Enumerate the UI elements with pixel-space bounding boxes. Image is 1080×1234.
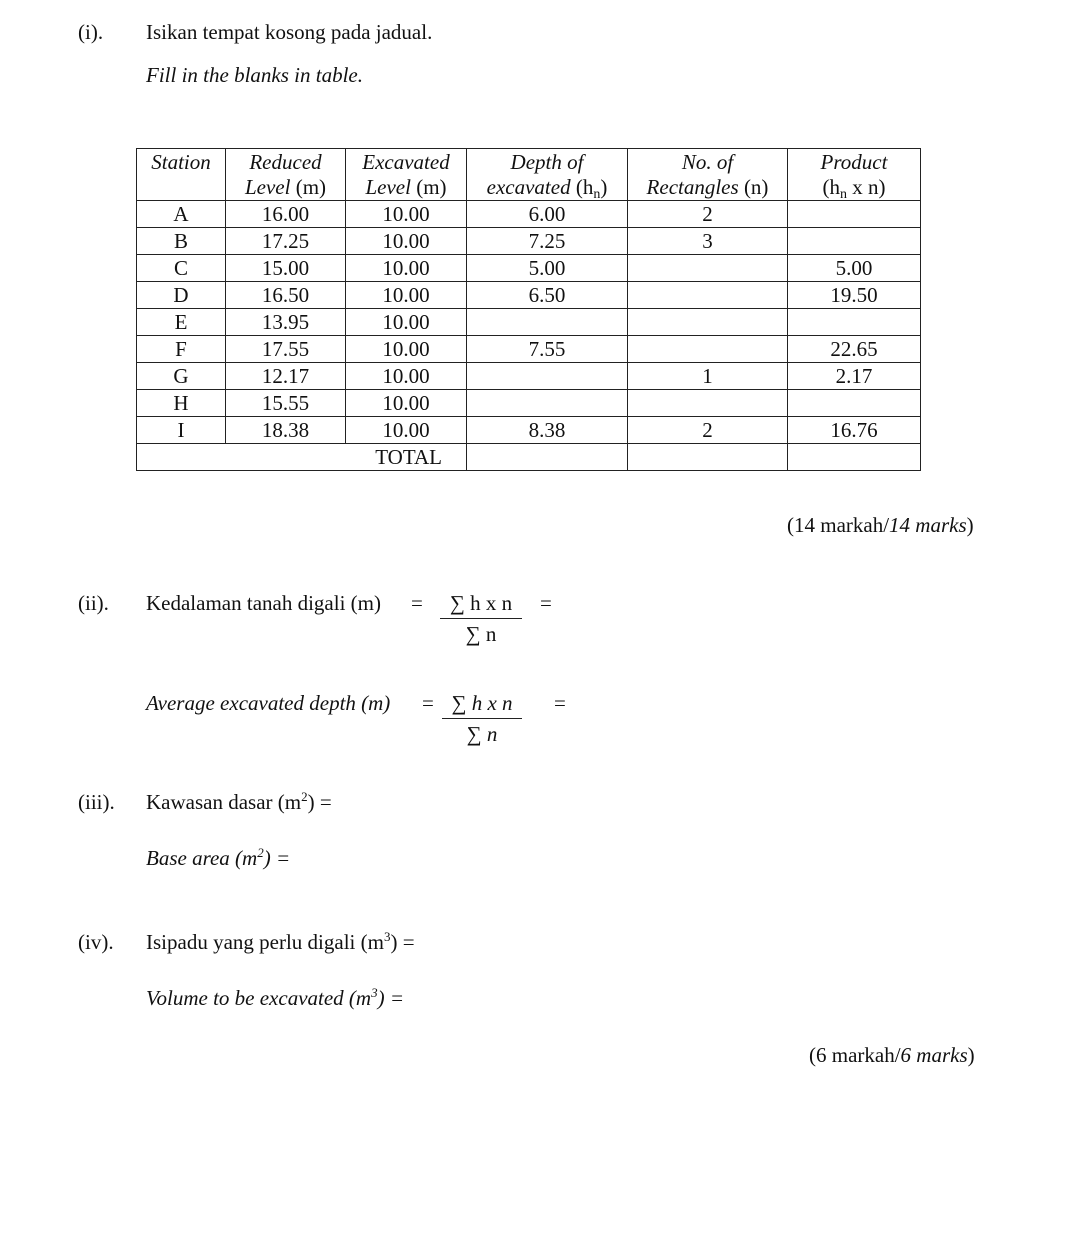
cell-station: A bbox=[137, 201, 226, 228]
cell-depth: 7.25 bbox=[467, 228, 628, 255]
cell-station: H bbox=[137, 390, 226, 417]
table-row bbox=[137, 417, 921, 444]
table-row bbox=[137, 282, 921, 309]
q2-equals-ms: = bbox=[411, 591, 423, 615]
cell-product: 2.17 bbox=[788, 363, 921, 390]
cell-rl: 12.17 bbox=[226, 363, 346, 390]
cell-station: I bbox=[137, 417, 226, 444]
cell-depth bbox=[467, 309, 628, 336]
table-row bbox=[137, 336, 921, 363]
cell-n bbox=[628, 309, 788, 336]
cell-rl: 15.55 bbox=[226, 390, 346, 417]
cell-n bbox=[628, 255, 788, 282]
total-cell-n bbox=[628, 444, 788, 471]
cell-n bbox=[628, 390, 788, 417]
cell-product bbox=[788, 390, 921, 417]
cell-el: 10.00 bbox=[346, 417, 467, 444]
header-depth: Depth of excavated $(h_n)$ bbox=[467, 149, 628, 201]
q2-label-en: Average excavated depth (m) bbox=[146, 691, 391, 715]
q2-number: (ii). bbox=[78, 591, 109, 615]
header-station: Station bbox=[137, 149, 226, 201]
table-total-row bbox=[137, 444, 921, 471]
table-row bbox=[137, 201, 921, 228]
total-cell-product bbox=[788, 444, 921, 471]
table-row bbox=[137, 363, 921, 390]
q2-result-equals-ms: = bbox=[540, 591, 552, 615]
q1-instruction-ms: Isikan tempat kosong pada jadual. bbox=[146, 20, 433, 44]
cell-el: 10.00 bbox=[346, 228, 467, 255]
cell-station: D bbox=[137, 282, 226, 309]
table-row bbox=[137, 309, 921, 336]
excavation-table bbox=[136, 148, 921, 471]
cell-product: 22.65 bbox=[788, 336, 921, 363]
q4-label-ms: Isipadu yang perlu digali $(m^3)$ = bbox=[146, 929, 415, 954]
header-no-of-rectangles: No. of Rectangles (n) bbox=[628, 149, 788, 201]
q2-result-equals-en: = bbox=[554, 691, 566, 715]
cell-station: G bbox=[137, 363, 226, 390]
cell-product: 5.00 bbox=[788, 255, 921, 282]
total-label: TOTAL bbox=[137, 444, 467, 471]
table-row bbox=[137, 255, 921, 282]
cell-product: 16.76 bbox=[788, 417, 921, 444]
header-product: Product ($h_n$ x n) bbox=[788, 149, 921, 201]
cell-rl: 15.00 bbox=[226, 255, 346, 282]
q1-number: (i). bbox=[78, 20, 104, 44]
cell-n: 3 bbox=[628, 228, 788, 255]
table-row bbox=[137, 390, 921, 417]
table-row bbox=[137, 228, 921, 255]
q4-number: (iv). bbox=[78, 930, 114, 954]
q3-label-ms: Kawasan dasar $(m^2)$ = bbox=[146, 789, 332, 814]
q3-label-en: Base area $(m^2)$ = bbox=[146, 845, 291, 870]
cell-product bbox=[788, 309, 921, 336]
cell-n: 1 bbox=[628, 363, 788, 390]
cell-depth: 6.00 bbox=[467, 201, 628, 228]
total-cell-depth bbox=[467, 444, 628, 471]
cell-rl: 16.50 bbox=[226, 282, 346, 309]
table-header-row bbox=[137, 149, 921, 201]
cell-el: 10.00 bbox=[346, 282, 467, 309]
cell-el: 10.00 bbox=[346, 255, 467, 282]
q2-label-ms: Kedalaman tanah digali (m) bbox=[146, 591, 381, 615]
q1-instruction-en: Fill in the blanks in table. bbox=[146, 63, 363, 87]
cell-depth: 5.00 bbox=[467, 255, 628, 282]
q2-equals-en: = bbox=[422, 691, 434, 715]
cell-depth: 7.55 bbox=[467, 336, 628, 363]
cell-rl: 17.25 bbox=[226, 228, 346, 255]
cell-product bbox=[788, 228, 921, 255]
cell-depth: 8.38 bbox=[467, 417, 628, 444]
cell-n bbox=[628, 336, 788, 363]
cell-n bbox=[628, 282, 788, 309]
cell-rl: 17.55 bbox=[226, 336, 346, 363]
cell-rl: 18.38 bbox=[226, 417, 346, 444]
q4-label-en: Volume to be excavated $(m^3)$ = bbox=[146, 985, 404, 1010]
q2-fraction-en: $\frac{\text{∑ h x n}}{\sum n}$ bbox=[442, 691, 522, 747]
cell-n: 2 bbox=[628, 201, 788, 228]
cell-station: E bbox=[137, 309, 226, 336]
header-excavated-level: Excavated Level (m) bbox=[346, 149, 467, 201]
marks-6: (6 markah/6 marks) bbox=[809, 1043, 975, 1067]
cell-depth bbox=[467, 363, 628, 390]
cell-n: 2 bbox=[628, 417, 788, 444]
cell-product: 19.50 bbox=[788, 282, 921, 309]
cell-product bbox=[788, 201, 921, 228]
q2-fraction-ms: $\frac{\text{∑ h x n}}{\sum n}$ bbox=[440, 591, 522, 647]
cell-station: F bbox=[137, 336, 226, 363]
header-reduced-level: Reduced Level (m) bbox=[226, 149, 346, 201]
cell-el: 10.00 bbox=[346, 336, 467, 363]
q3-number: (iii). bbox=[78, 790, 115, 814]
cell-station: C bbox=[137, 255, 226, 282]
cell-rl: 16.00 bbox=[226, 201, 346, 228]
cell-depth: 6.50 bbox=[467, 282, 628, 309]
cell-station: B bbox=[137, 228, 226, 255]
cell-el: 10.00 bbox=[346, 390, 467, 417]
cell-depth bbox=[467, 390, 628, 417]
marks-14: (14 markah/14 marks) bbox=[787, 513, 974, 537]
cell-rl: 13.95 bbox=[226, 309, 346, 336]
cell-el: 10.00 bbox=[346, 201, 467, 228]
cell-el: 10.00 bbox=[346, 363, 467, 390]
cell-el: 10.00 bbox=[346, 309, 467, 336]
